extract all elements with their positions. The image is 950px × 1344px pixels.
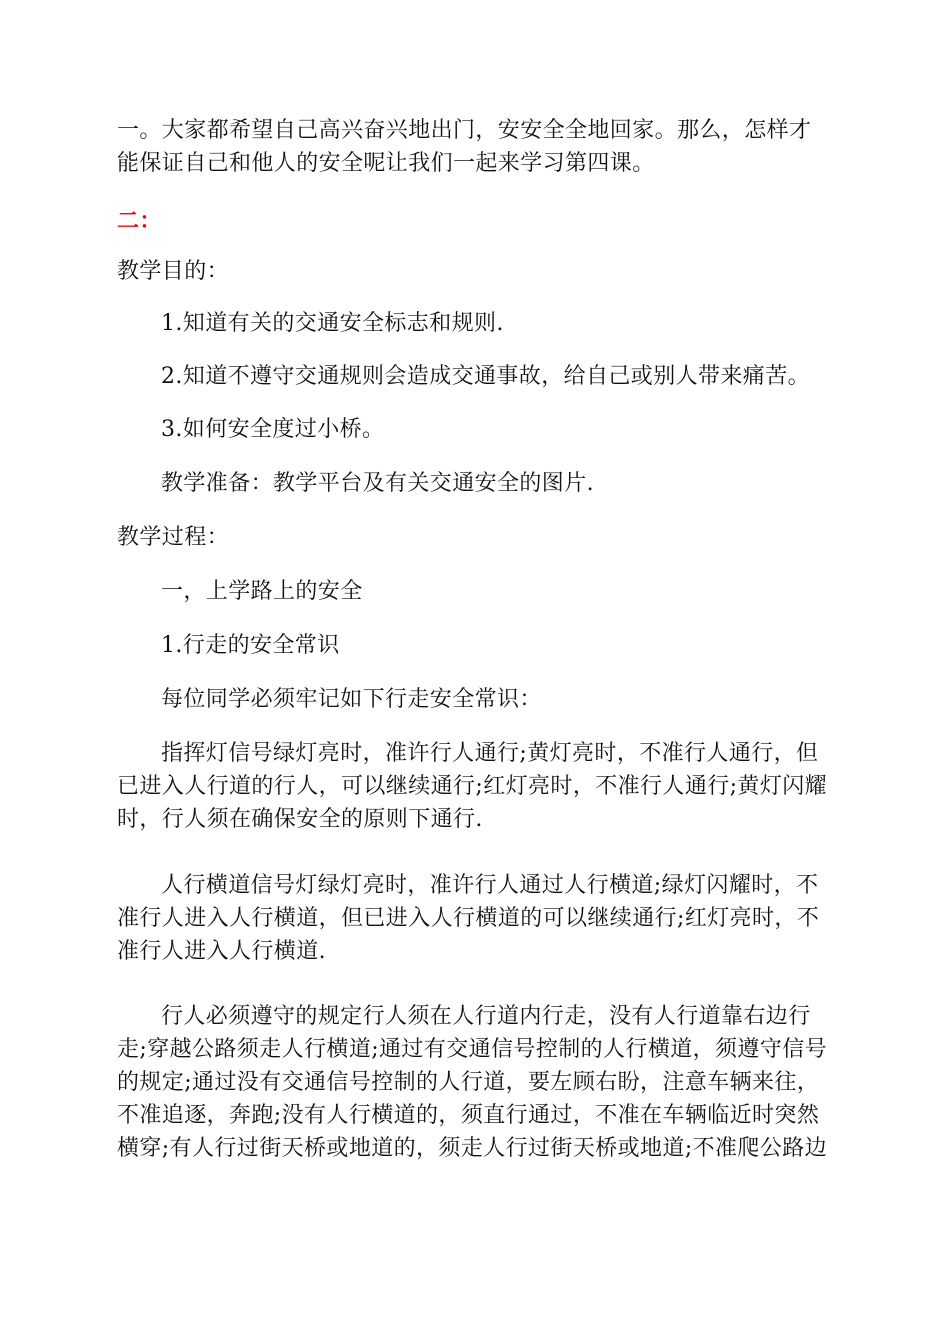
objectives-label: 教学目的： [117, 259, 230, 284]
process-label: 教学过程： [117, 525, 230, 550]
paragraph-crosswalk-signal: 人行横道信号灯绿灯亮时，准许行人通过人行横道;绿灯闪耀时，不准行人进入人行横道，但已进入人行横道的可以继续通行;红灯亮时，不准行人进入人行横道. [117, 873, 820, 964]
walking-title: 1.行走的安全常识 [161, 633, 340, 658]
intro-paragraph: 一。大家都希望自己高兴奋兴地出门，安安全全地回家。那么，怎样才能保证自己和他人的安全呢让我们一起来学习第四课。 [117, 118, 812, 176]
part-one-title: 一，上学路上的安全 [161, 579, 363, 604]
walking-intro: 每位同学必须牢记如下行走安全常识： [161, 687, 542, 712]
objective-item: 2.知道不遵守交通规则会造成交通事故，给自己或别人带来痛苦。 [161, 364, 810, 389]
objective-item: 1.知道有关的交通安全标志和规则. [161, 311, 504, 336]
paragraph-traffic-light: 指挥灯信号绿灯亮时，准许行人通行;黄灯亮时，不准行人通行，但已进入人行道的行人，可以继续通行;红灯亮时，不准行人通行;黄灯闪耀时，行人须在确保安全的原则下通行. [117, 741, 828, 832]
paragraph-pedestrian-rules: 行人必须遵守的规定行人须在人行道内行走，没有人行道靠右边行走;穿越公路须走人行横道;通过有交通信号控制的人行横道，须遵守信号的规定;通过没有交通信号控制的人行道，要左顾右盼，注意车辆来往，不准追逐，奔跑;没有人行横道的，须直行通过，不准在车辆临近时突然横穿;有人行过街天桥或地道的，须走人行过街天桥或地道;不准爬公路边 [117, 1004, 828, 1161]
objective-item: 3.如何安全度过小桥。 [161, 417, 385, 442]
preparation-line: 教学准备：教学平台及有关交通安全的图片. [161, 471, 594, 496]
section-heading: 二： [117, 209, 162, 234]
